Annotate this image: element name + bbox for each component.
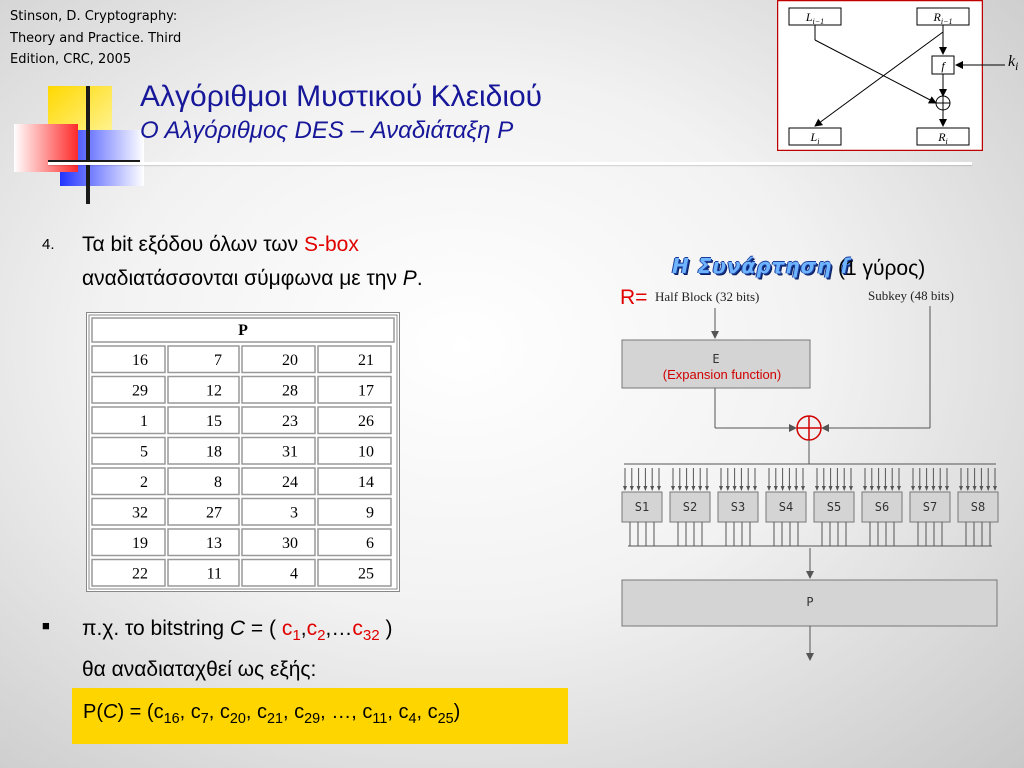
p-table-cell: 31: [282, 443, 298, 461]
sbox-input-arrow: [774, 486, 778, 491]
sbox-input-arrow: [733, 486, 737, 491]
round-note: (1 γύρος): [838, 257, 926, 280]
example-line2: θα αναδιαταχθεί ως εξής:: [82, 658, 317, 682]
citation: [10, 6, 220, 71]
sbox-input-arrow: [959, 486, 963, 491]
sbox-input-arrow: [938, 486, 942, 491]
formula-term-sub: 25: [437, 711, 454, 727]
sbox-input-arrow: [849, 486, 853, 491]
p-table-cell: 30: [282, 535, 298, 552]
c32-sub: 32: [362, 627, 380, 645]
sbox-input-arrow: [753, 486, 757, 491]
feistel-round-diagram: [777, 0, 983, 151]
formula-term: $c_{29}$: [294, 701, 321, 727]
sbox-input-arrow: [739, 486, 743, 491]
sbox-input-arrow: [986, 486, 990, 491]
l-cur-label: $L_i$: [810, 130, 820, 146]
p-table-cell: 9: [366, 504, 374, 522]
sbox-input-arrow: [897, 486, 901, 491]
p-table-cell: 4: [290, 565, 298, 583]
p-table-cell: 29: [132, 382, 148, 400]
sbox-input-arrow: [973, 486, 977, 491]
c2-base: c: [306, 617, 318, 640]
formula-term-sub: 16: [163, 711, 180, 727]
formula-term: $c_{25}$: [427, 701, 454, 727]
ki-arrow: [955, 55, 1007, 75]
formula-separator: ,: [179, 701, 191, 723]
sbox-input-arrow: [794, 486, 798, 491]
sbox-input-arrow: [643, 486, 647, 491]
sbox-input-arrow: [945, 486, 949, 491]
sbox-input-arrow: [705, 486, 709, 491]
sbox-input-arrow: [835, 486, 839, 491]
f-function-diagram: [600, 250, 1024, 670]
bullet-2-text: [82, 612, 542, 687]
sbox-input-arrow: [918, 486, 922, 491]
permutation-formula: [72, 688, 568, 744]
p-table-cell: 28: [282, 382, 298, 400]
sbox-label: S7: [922, 500, 938, 514]
function-f-title: Η Συνάρτηση f: [672, 254, 851, 278]
r-label: R=: [620, 286, 648, 309]
period: .: [416, 267, 423, 290]
sbox-input-arrow: [691, 486, 695, 491]
sbox-input-arrow: [863, 486, 867, 491]
p-table-cell: 11: [206, 565, 222, 583]
c32-base: c: [352, 617, 363, 640]
slide-title: Αλγόριθμοι Μυστικού Κλειδιού: [140, 80, 543, 113]
half-block-label: Half Block (32 bits): [655, 289, 760, 304]
p-table-cell: 24: [282, 474, 298, 491]
formula-term: $c_7$: [190, 701, 209, 727]
p-italic: P: [402, 267, 417, 290]
formula-term-sub: 11: [372, 711, 388, 727]
sbox-input-arrow: [842, 486, 846, 491]
c32-term: [352, 617, 380, 645]
sbox-input-arrow: [767, 486, 771, 491]
sbox-label: S1: [634, 500, 650, 514]
formula-mid: ) = (: [117, 701, 154, 723]
formula-separator: ,: [208, 701, 220, 723]
sbox-input-arrow: [678, 486, 682, 491]
c-italic: C: [229, 617, 246, 640]
sbox-label: S6: [874, 500, 890, 514]
sbox-input-arrow: [623, 486, 627, 491]
formula-separator: ,: [387, 701, 399, 723]
formula-term: …: [331, 701, 352, 723]
p-table-cell: 19: [132, 535, 148, 552]
formula-term: $c_4$: [398, 701, 417, 727]
p-table-cell: 7: [214, 352, 222, 369]
formula-term-sub: 29: [304, 711, 321, 727]
c1-sub: 1: [292, 627, 301, 645]
formula-c: C: [103, 701, 118, 723]
sbox-input-arrow: [726, 486, 730, 491]
p-table-cell: 13: [206, 535, 222, 552]
p-table-cell: 6: [366, 535, 374, 552]
p-table-cell: 20: [282, 352, 298, 369]
p-table-cell: 25: [358, 565, 374, 583]
sbox-input-arrow: [801, 486, 805, 491]
p-table-cell: 1: [140, 413, 148, 430]
formula-term: $c_{21}$: [257, 701, 284, 727]
sbox-input-arrow: [815, 486, 819, 491]
formula-term: $c_{16}$: [153, 701, 180, 727]
p-table-cell: 27: [206, 504, 222, 522]
formula-terms: [153, 701, 454, 727]
sbox-input-arrow: [931, 486, 935, 491]
close-paren: ): [379, 617, 393, 640]
p-table-cell: 17: [358, 382, 374, 400]
r-cur-label: $R_i$: [938, 130, 948, 146]
ellipsis: ,…: [325, 617, 353, 640]
l-prev-label: $L_{i-1}$: [805, 10, 825, 26]
sbox-input-arrow: [671, 486, 675, 491]
sbox-input-arrow: [685, 486, 689, 491]
p-table-cell: 5: [140, 443, 148, 461]
sbox-input-arrow: [883, 486, 887, 491]
sbox-input-arrow: [877, 486, 881, 491]
p-table-cell: 3: [290, 504, 298, 522]
c1-base: c: [281, 617, 293, 640]
formula-term: $c_{20}$: [219, 701, 246, 727]
sbox-input-arrow: [746, 486, 750, 491]
p-table-cell: 15: [206, 413, 222, 430]
sbox-input-arrow: [829, 486, 833, 491]
p-table-cell: 14: [358, 474, 374, 491]
sbox-input-arrow: [979, 486, 983, 491]
sbox-highlight: S-box: [304, 233, 359, 256]
bullet-square: ■: [42, 618, 50, 633]
p-table-cell: 10: [358, 443, 374, 461]
sbox-output-lines: [628, 522, 992, 546]
p-table-cell: 8: [214, 474, 222, 491]
k-sub: i: [1015, 61, 1019, 74]
sbox-input-arrow: [630, 486, 634, 491]
bullet-number: 4.: [42, 236, 55, 253]
formula-prefix: P(: [83, 701, 103, 723]
p-table-cell: 26: [358, 413, 374, 430]
formula-term-sub: 4: [408, 711, 417, 727]
p-table-cell: 23: [282, 413, 298, 430]
sbox-label: S4: [778, 500, 794, 514]
sbox-input-arrow: [966, 486, 970, 491]
citation-line: Stinson, D. Cryptography:: [10, 9, 178, 24]
bullet-4-line2: αναδιατάσσονται σύμφωνα με την: [82, 267, 403, 290]
sbox-input-arrow: [719, 486, 723, 491]
c1-term: [281, 617, 301, 645]
slide-subtitle: Ο Αλγόριθμος DES – Αναδιάταξη P: [140, 117, 514, 144]
sbox-label: S5: [826, 500, 842, 514]
formula-separator: ,: [416, 701, 428, 723]
r-prev-label: $R_{i-1}$: [933, 10, 953, 26]
sbox-input-arrow: [822, 486, 826, 491]
sbox-input-arrow: [657, 486, 661, 491]
c2-term: [306, 617, 326, 645]
sbox-input-lines: [623, 468, 997, 491]
sbox-label: S3: [730, 500, 746, 514]
example-text: π.χ. το bitstring: [82, 617, 230, 640]
sbox-label: S2: [682, 500, 698, 514]
sbox-input-arrow: [890, 486, 894, 491]
sbox-input-arrow: [650, 486, 654, 491]
key-ki-label: [1008, 53, 1018, 73]
formula-term: $c_{11}$: [362, 701, 388, 727]
sbox-input-arrow: [911, 486, 915, 491]
p-table-cell: 32: [132, 504, 148, 522]
comma: ,: [300, 617, 307, 640]
f-label: f: [941, 59, 945, 73]
formula-suffix: ): [453, 701, 461, 723]
citation-line: Edition, CRC, 2005: [10, 52, 132, 67]
p-table-cell: 12: [206, 382, 222, 400]
e-description: (Expansion function): [662, 367, 782, 382]
sbox-input-arrow: [870, 486, 874, 491]
sbox-label: S8: [970, 500, 986, 514]
sbox-input-arrow: [637, 486, 641, 491]
bullet-4-line1: Τα bit εξόδου όλων των: [82, 233, 304, 256]
sbox-input-arrow: [925, 486, 929, 491]
sbox-input-arrow: [993, 486, 997, 491]
p-table-cell: 16: [132, 352, 148, 369]
p-permutation-table: [86, 312, 400, 592]
p-table-cell: 18: [206, 443, 222, 461]
p-table-cell: 2: [140, 474, 148, 491]
sbox-row: [622, 492, 998, 522]
formula-separator: ,: [351, 701, 363, 723]
sbox-input-arrow: [781, 486, 785, 491]
sbox-input-arrow: [787, 486, 791, 491]
subkey-label: Subkey (48 bits): [868, 288, 954, 303]
equals-open: = (: [245, 617, 282, 640]
citation-line: Theory and Practice. Third: [10, 30, 182, 46]
e-label: E: [712, 352, 720, 366]
c2-sub: 2: [317, 627, 326, 645]
formula-separator: ,: [245, 701, 257, 723]
formula-term-sub: 20: [229, 711, 246, 727]
bullet-4-text: [82, 228, 482, 296]
p-box-label: P: [806, 595, 814, 609]
formula-separator: ,: [283, 701, 295, 723]
formula-term-sub: 7: [200, 711, 209, 727]
sbox-input-arrow: [698, 486, 702, 491]
formula-separator: ,: [320, 701, 332, 723]
p-table-header: P: [238, 322, 248, 339]
k-base: k: [1008, 53, 1016, 70]
title-divider: [48, 162, 972, 165]
p-table-cell: 21: [358, 352, 374, 369]
p-table-cell: 22: [132, 565, 148, 583]
formula-term-sub: 21: [267, 711, 284, 727]
